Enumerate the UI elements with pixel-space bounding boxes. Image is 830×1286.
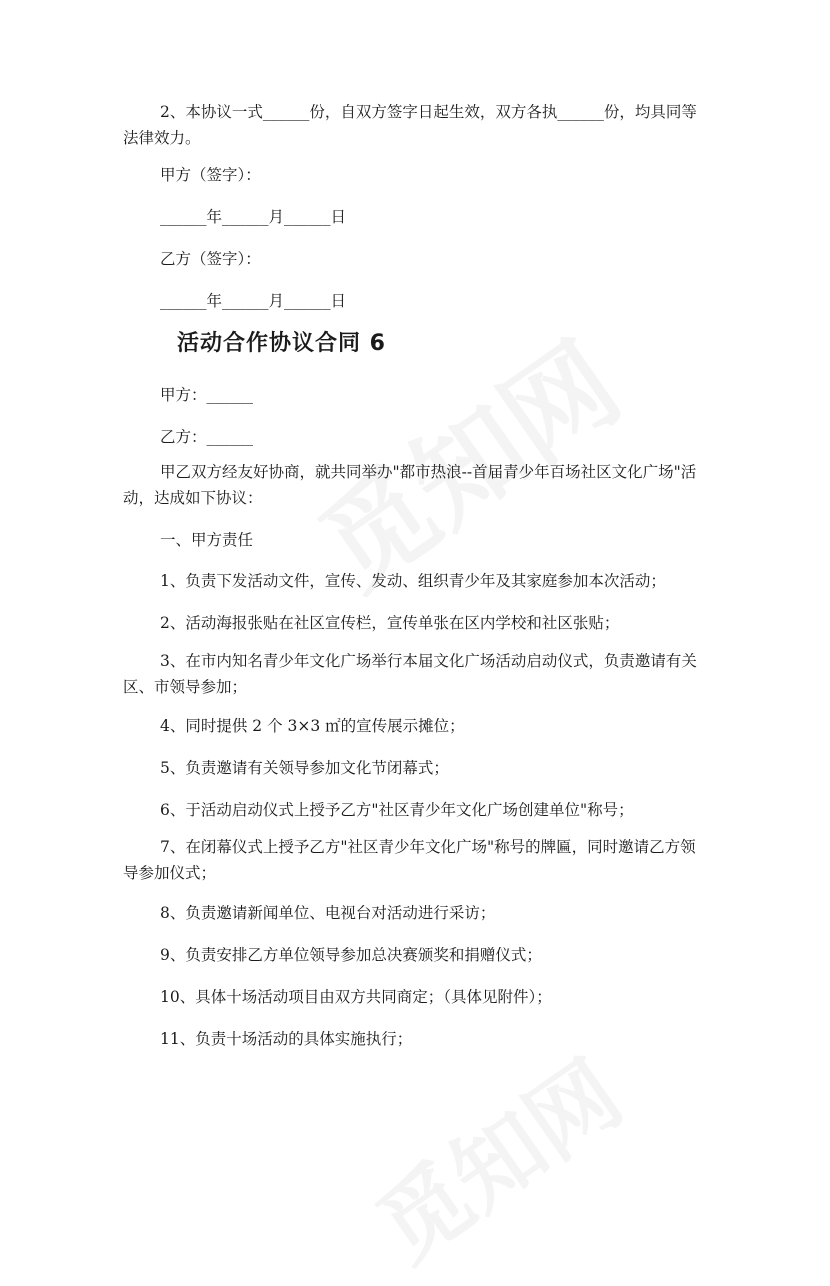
list-item: 6、于活动启动仪式上授予乙方"社区青少年文化广场创建单位"称号； bbox=[160, 801, 634, 819]
party-b-field: 乙方：______ bbox=[160, 428, 254, 446]
party-a-field: 甲方：______ bbox=[160, 386, 254, 404]
clause-2-copies: 2、本协议一式______份，自双方签字日起生效，双方各执______份，均具同等法律效力。 bbox=[123, 103, 697, 147]
list-item: 8、负责邀请新闻单位、电视台对活动进行采访； bbox=[160, 904, 496, 922]
watermark-bottom bbox=[347, 1024, 643, 1285]
list-item: 5、负责邀请有关领导参加文化节闭幕式； bbox=[160, 759, 449, 777]
list-item: 7、在闭幕仪式上授予乙方"社区青少年文化广场"称号的牌匾，同时邀请乙方领导参加仪式； bbox=[123, 838, 696, 882]
list-item: 11、负责十场活动的具体实施执行； bbox=[160, 1030, 413, 1048]
list-item: 3、在市内知名青少年文化广场举行本届文化广场活动启动仪式，负责邀请有关区、市领导参加； bbox=[123, 652, 697, 696]
list-item: 10、具体十场活动项目由双方共同商定；（具体见附件）； bbox=[160, 988, 552, 1006]
list-item: 2、活动海报张贴在社区宣传栏，宣传单张在区内学校和社区张贴； bbox=[160, 614, 620, 632]
party-a-signature-label: 甲方（签字）： bbox=[160, 166, 261, 184]
contract-title: 活动合作协议合同 6 bbox=[177, 331, 386, 356]
contract-intro: 甲乙双方经友好协商，就共同举办"都市热浪--首届青少年百场社区文化广场"活动，达成如下协议： bbox=[123, 463, 697, 507]
party-b-signature-label: 乙方（签字）： bbox=[160, 250, 261, 268]
party-a-date-line: ______年______月______日 bbox=[160, 208, 347, 226]
list-item: 4、同时提供 2 个 3×3 ㎡的宣传展示摊位； bbox=[160, 717, 465, 735]
list-item: 9、负责安排乙方单位领导参加总决赛颁奖和捐赠仪式； bbox=[160, 946, 542, 964]
party-b-date-line: ______年______月______日 bbox=[160, 292, 347, 310]
section-heading-party-a-duties: 一、甲方责任 bbox=[160, 531, 254, 549]
list-item: 1、负责下发活动文件，宣传、发动、组织青少年及其家庭参加本次活动； bbox=[160, 572, 666, 590]
